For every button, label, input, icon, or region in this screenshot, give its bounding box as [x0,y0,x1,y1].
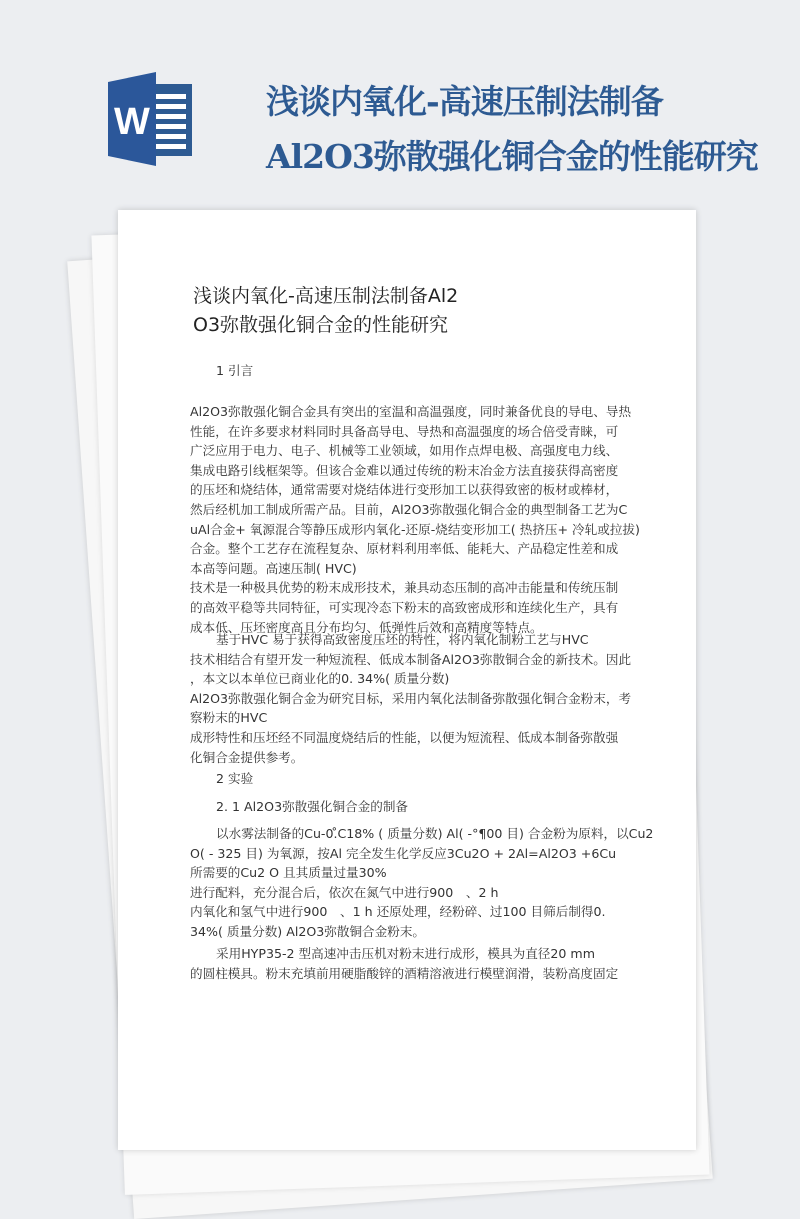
text-line: 察粉末的HVC [190,710,268,726]
section-heading: 2 实验 [216,771,254,786]
document-page [118,210,696,1150]
banner-title-line2: Al2O3弥散强化铜合金的性能研究 [266,137,758,176]
text-line: 内氧化和氢气中进行900 、1 h 还原处理，经粉碎、过100 目筛后制得0. [190,904,606,920]
word-icon [108,72,194,166]
text-line: 技术是一种极具优势的粉末成形技术，兼具动态压制的高冲击能量和传统压制 [190,580,619,596]
banner-title-line1: 浅谈内氧化-高速压制法制备 [266,82,663,121]
text-line: 采用HYP35-2 型高速冲击压机对粉末进行成形，模具为直径20 mm [216,946,595,961]
paragraph [190,630,670,767]
title-line: O3弥散强化铜合金的性能研究 [193,314,449,336]
text-line: uAl合金+ 氧源混合等静压成形内氧化-还原-烧结变形加工( 热挤压+ 冷轧或拉拔) [190,521,640,537]
text-line: 基于HVC 易于获得高致密度压坯的特性，将内氧化制粉工艺与HVC [216,632,589,647]
text-line: 以水雾法制备的Cu-0.̊C18% ( 质量分数) Al( -°¶00 目) 合金粉为原料，以Cu2 [216,826,654,841]
text-line: 成本低、压坯密度高且分布均匀、低弹性后效和高精度等特点。 [190,619,543,635]
document-title [193,282,458,340]
banner-title [266,74,758,184]
section-heading: 1 引言 [216,363,254,378]
text-line: 合金。整个工艺存在流程复杂、原材料利用率低、能耗大、产品稳定性差和成 [190,541,619,557]
text-line: 广泛应用于电力、电子、机械等工业领域，如用作点焊电极、高强度电力线、 [190,443,619,459]
paragraph [190,824,670,942]
text-line: 的高效平稳等共同特征，可实现冷态下粉末的高致密成形和连续化生产，具有 [190,599,619,615]
text-line: 成形特性和压坯经不同温度烧结后的性能，以便为短流程、低成本制备弥散强 [190,729,619,745]
text-line: Al2O3弥散强化铜合金为研究目标，采用内氧化法制备弥散强化铜合金粉末，考 [190,690,632,706]
text-line: 的圆柱模具。粉末充填前用硬脂酸锌的酒精溶液进行模壁润滑，装粉高度固定 [190,965,619,981]
svg-text:W: W [114,101,150,143]
text-line: 的压坯和烧结体，通常需要对烧结体进行变形加工以获得致密的板材或棒材， [190,482,619,498]
subsection-heading: 2. 1 Al2O3弥散强化铜合金的制备 [216,799,409,814]
paragraph [190,944,670,983]
text-line: ，本文以本单位已商业化的0. 34%( 质量分数) [190,671,450,687]
paragraph [190,402,670,637]
text-line: 本高等问题。高速压制( HVC) [190,560,357,576]
text-line: O( - 325 目) 为氧源，按Al 完全发生化学反应3Cu2O + 2Al=Al2O3 +6Cu [190,845,617,861]
text-line: 性能，在许多要求材料同时具备高导电、导热和高温强度的场合倍受青睐，可 [190,423,619,439]
text-line: 化铜合金提供参考。 [190,749,304,765]
text-line: 34%( 质量分数) Al2O3弥散铜合金粉末。 [190,923,426,939]
text-line: 所需要的Cu2 O 且其质量过量30% [190,865,387,881]
text-line: Al2O3弥散强化铜合金具有突出的室温和高温强度，同时兼备优良的导电、导热 [190,404,632,419]
title-line: 浅谈内氧化-高速压制法制备Al2 [193,285,459,307]
text-line: 技术相结合有望开发一种短流程、低成本制备Al2O3弥散铜合金的新技术。因此 [190,651,632,667]
text-line: 进行配料，充分混合后，依次在氮气中进行900 、2 h [190,884,499,900]
text-line: 然后经机加工制成所需产品。目前，Al2O3弥散强化铜合金的典型制备工艺为C [190,501,628,517]
text-line: 集成电路引线框架等。但该合金难以通过传统的粉末冶金方法直接获得高密度 [190,462,619,478]
